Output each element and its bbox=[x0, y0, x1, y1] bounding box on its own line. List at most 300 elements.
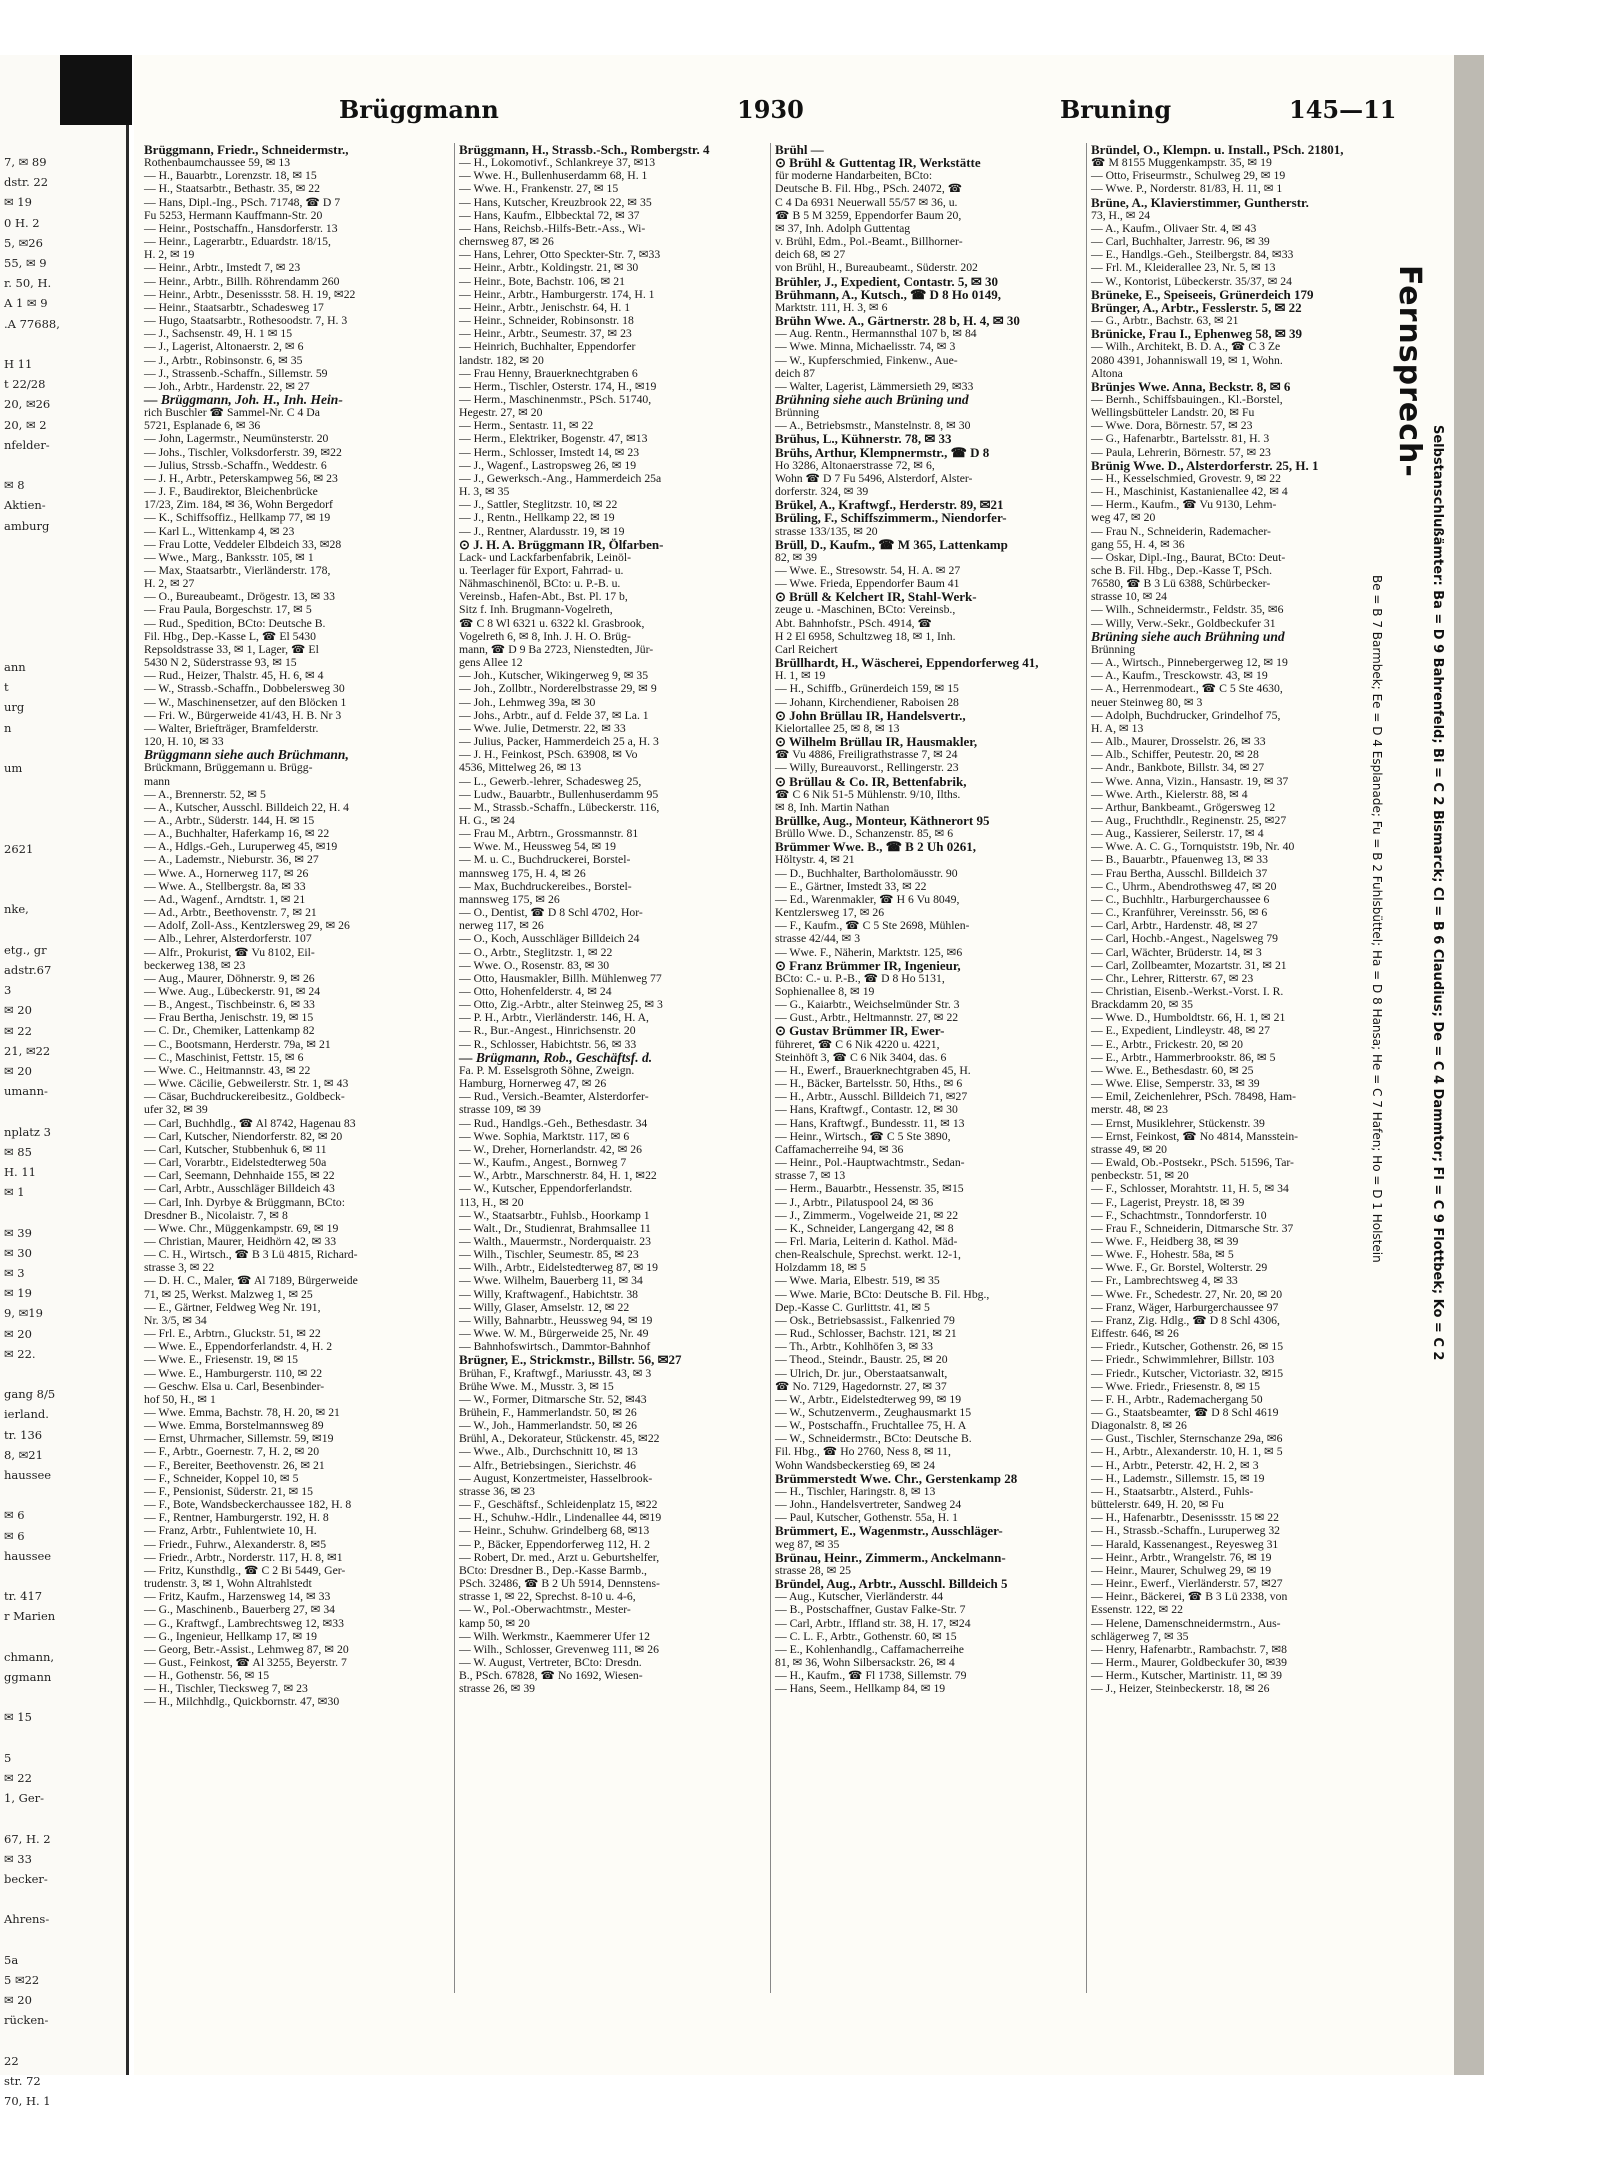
directory-entry: deich 87 bbox=[775, 366, 815, 380]
directory-entry: — D. H. C., Maler, ☎ Al 7189, Bürgerweide bbox=[144, 1274, 358, 1288]
directory-entry: 73, H., ✉ 24 bbox=[1091, 208, 1151, 222]
directory-entry: — Hans, Dipl.-Ing., PSch. 71748, ☎ D 7 bbox=[144, 195, 341, 209]
directory-entry: — W., Kupferschmied, Finkenw., Aue- bbox=[775, 353, 958, 367]
directory-entry: — G., Kraftwgf., Lambrechtsweg 12, ✉33 bbox=[144, 1616, 344, 1630]
previous-page-line: Ahrens- bbox=[4, 1912, 50, 1927]
directory-entry: sche B. Fil. Hbg., Dep.-Kasse T, PSch. bbox=[1091, 564, 1273, 577]
directory-entry: 5721, Esplanade 6, ✉ 36 bbox=[144, 419, 261, 433]
previous-page-line: ✉ 8 bbox=[4, 478, 25, 493]
directory-entry: ⊙ Brüllau & Co. IR, Bettenfabrik, bbox=[775, 773, 967, 789]
directory-entry: — Joh., Kutscher, Wikingerweg 9, ✉ 35 bbox=[459, 669, 649, 683]
directory-entry: ⊙ Brühl & Guttentag IR, Werkstätte bbox=[775, 155, 981, 171]
directory-entry: weg 87, ✉ 35 bbox=[775, 1537, 840, 1551]
directory-entry: — Friedr., Kutscher, Gothenstr. 26, ✉ 15 bbox=[1091, 1340, 1284, 1354]
directory-entry: — Wwe. Emma, Bachstr. 78, H. 20, ✉ 21 bbox=[144, 1406, 340, 1419]
directory-entry: Brüggmann, H., Strassb.-Sch., Rombergstr. 4 bbox=[459, 142, 710, 157]
directory-entry: — W., Postschaffn., Fruchtallee 75, H. A bbox=[775, 1419, 967, 1433]
header-year: 1930 bbox=[737, 95, 804, 124]
directory-entry: nerweg 117, ✉ 26 bbox=[459, 919, 544, 933]
directory-entry: — M. u. C., Buchdruckerei, Borstel- bbox=[459, 853, 631, 867]
directory-entry: — W., Kaufm., Angest., Bornweg 7 bbox=[459, 1156, 627, 1170]
directory-entry: — Wwe. Friedr., Friesenstr. 8, ✉ 15 bbox=[1091, 1379, 1260, 1393]
previous-page-line: nplatz 3 bbox=[4, 1124, 51, 1139]
previous-page-strip bbox=[0, 55, 129, 2109]
directory-entry: strasse 10, ✉ 24 bbox=[1091, 590, 1168, 604]
directory-entry: — Otto, Hohenfelderstr. 4, ✉ 24 bbox=[459, 985, 612, 998]
directory-entry: Fil. Hbg., ☎ Ho 2760, Ness 8, ✉ 11, bbox=[775, 1445, 951, 1459]
directory-entry: — H., Schiffb., Grünerdeich 159, ✉ 15 bbox=[775, 682, 959, 696]
directory-entry: — H., Arbtr., Ausschl. Billdeich 71, ✉27 bbox=[775, 1090, 968, 1104]
directory-entry: — Wwe. F., Hohestr. 58a, ✉ 5 bbox=[1091, 1248, 1234, 1262]
directory-entry: — F., Schneider, Koppel 10, ✉ 5 bbox=[144, 1471, 299, 1485]
directory-entry: Brühein, F., Hammerlandstr. 50, ✉ 26 bbox=[459, 1406, 637, 1419]
directory-entry: — Hans, Seem., Hellkamp 84, ✉ 19 bbox=[775, 1682, 946, 1696]
directory-entry: Sitz f. Inh. Brugmann-Vogelreth, bbox=[459, 603, 613, 617]
directory-entry: ✉ 8, Inh. Martin Nathan bbox=[775, 800, 890, 814]
directory-entry: — Wwe., Alb., Durchschnitt 10, ✉ 13 bbox=[459, 1445, 638, 1459]
directory-entry: Nähmaschinenöl, BCto: u. P.-B. u. bbox=[459, 577, 621, 591]
directory-entry: — Cäsar, Buchdruckereibesitz., Goldbeck- bbox=[144, 1090, 345, 1104]
directory-entry: — E., Arbtr., Frickestr. 20, ✉ 20 bbox=[1091, 1037, 1243, 1051]
previous-page-line: rücken- bbox=[4, 2013, 49, 2028]
previous-page-line: ✉ 19 bbox=[4, 1286, 32, 1301]
directory-entry: — Herm., Elektriker, Bogenstr. 47, ✉13 bbox=[459, 432, 648, 446]
previous-page-line: becker- bbox=[4, 1872, 48, 1886]
directory-entry: — Wwe. Maria, Elbestr. 519, ✉ 35 bbox=[775, 1274, 940, 1288]
directory-entry: — Franz, Arbtr., Fuhlentwiete 10, H. bbox=[144, 1524, 317, 1538]
directory-entry: — Rud., Versich.-Beamter, Alsterdorfer- bbox=[459, 1090, 649, 1104]
directory-entry: — Bahnhofswirtsch., Dammtor-Bahnhof bbox=[459, 1340, 651, 1354]
directory-entry: Brünau, Heinr., Zimmerm., Anckelmann- bbox=[775, 1549, 1006, 1565]
directory-entry: Brühan, F., Kraftwgf., Mariusstr. 43, ✉ 3 bbox=[459, 1366, 652, 1380]
directory-entry: — Frau Henny, Brauerknechtgraben 6 bbox=[459, 366, 638, 380]
directory-entry: 120, H. 10, ✉ 33 bbox=[144, 735, 224, 749]
previous-page-line: 8, ✉21 bbox=[4, 1447, 43, 1462]
directory-entry: — L., Gewerb.-lehrer, Schadesweg 25, bbox=[459, 774, 642, 788]
directory-entry: — John., Handelsvertreter, Sandweg 24 bbox=[775, 1498, 962, 1512]
scan-right-margin bbox=[1454, 55, 1484, 2075]
directory-entry: — Willy, Bureauvorst., Rellingerstr. 23 bbox=[775, 761, 959, 775]
directory-entry: — Carl, Arbtr., Ausschläger Billdeich 43 bbox=[144, 1182, 335, 1196]
directory-entry: — Heinr., Arbtr., Wrangelstr. 76, ✉ 19 bbox=[1091, 1550, 1272, 1564]
directory-entry: ⊙ John Brüllau IR, Handelsvertr., bbox=[775, 707, 966, 723]
directory-entry: chen-Realschule, Sprechst. werkt. 12-1, bbox=[775, 1248, 961, 1262]
directory-entry: — J., Wagenf., Lastropsweg 26, ✉ 19 bbox=[459, 458, 637, 472]
directory-entry: — Heinr., Arbtr., Hamburgerstr. 174, H. 1 bbox=[459, 287, 655, 301]
directory-entry: ☎ B 5 M 3259, Eppendorfer Baum 20, bbox=[775, 208, 962, 222]
directory-entry: — A., Betriebsmstr., Manstelnstr. 8, ✉ 30 bbox=[775, 419, 971, 433]
directory-entry: — W., Arbtr., Marschnerstr. 84, H. 1, ✉22 bbox=[459, 1169, 657, 1183]
directory-entry: — Wilh., Schlosser, Grevenweg 111, ✉ 26 bbox=[459, 1642, 659, 1656]
directory-entry: strasse 109, ✉ 39 bbox=[459, 1103, 541, 1117]
previous-page-line: 70, H. 1 bbox=[4, 2094, 51, 2109]
directory-entry: Brünning bbox=[1091, 642, 1136, 656]
directory-entry: 76580, ☎ B 3 Lü 6388, Schürbecker- bbox=[1091, 577, 1271, 591]
directory-entry: Brühl, A., Dekorateur, Stückenstr. 45, ✉22 bbox=[459, 1432, 660, 1446]
directory-entry: — Brüggmann, Joh. H., Inh. Hein- bbox=[144, 391, 343, 407]
directory-entry: H. 2, ✉ 27 bbox=[144, 577, 195, 591]
previous-page-line: A 1 ✉ 9 bbox=[4, 296, 48, 311]
previous-page-line: ✉ 39 bbox=[4, 1225, 32, 1240]
previous-page-line: haussee bbox=[4, 1468, 52, 1482]
directory-entry: — Heinr., Arbtr., Billh. Röhrendamm 260 bbox=[144, 274, 340, 288]
directory-entry: strasse 28, ✉ 25 bbox=[775, 1563, 852, 1577]
directory-entry: — Wwe. Marie, BCto: Deutsche B. Fil. Hbg., bbox=[775, 1287, 990, 1301]
directory-entry: — H., Schuhw.-Hdlr., Lindenallee 44, ✉19 bbox=[459, 1511, 662, 1525]
directory-entry: Kielortallee 25, ✉ 8, ✉ 13 bbox=[775, 721, 900, 735]
directory-entry: — Carl, Buchhalter, Jarrestr. 96, ✉ 39 bbox=[1091, 235, 1270, 249]
directory-entry: — Wwe. Sophia, Marktstr. 117, ✉ 6 bbox=[459, 1129, 630, 1143]
directory-entry: — H., Arbtr., Alexanderstr. 10, H. 1, ✉ 5 bbox=[1091, 1445, 1283, 1459]
directory-entry: — C., Bootsmann, Herderstr. 79a, ✉ 21 bbox=[144, 1037, 331, 1051]
directory-entry: Brühus, L., Kühnerstr. 78, ✉ 33 bbox=[775, 431, 952, 447]
directory-entry: — Wwe. W. M., Bürgerweide 25, Nr. 49 bbox=[459, 1327, 649, 1341]
directory-entry: — Gust., Tischler, Sternschanze 29a, ✉6 bbox=[1091, 1432, 1283, 1446]
directory-entry: Brühs, Arthur, Klempnermstr., ☎ D 8 bbox=[775, 444, 990, 460]
directory-entry: — Frl. M., Kleiderallee 23, Nr. 5, ✉ 13 bbox=[1091, 261, 1276, 275]
directory-entry: — C., Buchhltr., Harburgerchaussee 6 bbox=[1091, 892, 1270, 906]
directory-entry: — Friedr., Schwimmlehrer, Billstr. 103 bbox=[1091, 1353, 1275, 1367]
directory-entry: — Herm., Bauarbtr., Hessenstr. 35, ✉15 bbox=[775, 1182, 964, 1196]
directory-entry: H. 1, ✉ 19 bbox=[775, 669, 826, 683]
previous-page-line: r Marien bbox=[4, 1609, 56, 1624]
directory-entry: — Frau F., Schneiderin, Ditmarsche Str. 37 bbox=[1091, 1221, 1294, 1235]
directory-entry: landstr. 182, ✉ 20 bbox=[459, 353, 544, 367]
directory-entry: — B., Postschaffner, Gustav Falke-Str. 7 bbox=[775, 1603, 966, 1617]
directory-entry: — R., Schlosser, Habichtstr. 56, ✉ 33 bbox=[459, 1037, 637, 1051]
directory-entry: — F., Bote, Wandsbeckerchaussee 182, H. 8 bbox=[144, 1498, 352, 1512]
previous-page-line: 5 ✉22 bbox=[4, 1973, 40, 1987]
directory-entry: trudenstr. 3, ✉ 1, Wohn Altrahlstedt bbox=[144, 1577, 312, 1591]
directory-entry: — A., Wirtsch., Pinnebergerweg 12, ✉ 19 bbox=[1091, 656, 1288, 670]
directory-entry: — G., Hafenarbtr., Bartelsstr. 81, H. 3 bbox=[1091, 432, 1270, 446]
directory-entry: — Wwe. Fr., Schedestr. 27, Nr. 20, ✉ 20 bbox=[1091, 1287, 1283, 1301]
previous-page-line: H. 11 bbox=[4, 1165, 36, 1179]
directory-entry: Brühning siehe auch Brüning und bbox=[775, 391, 969, 407]
directory-entry: Brükel, A., Kraftwgf., Herderstr. 89, ✉21 bbox=[775, 497, 1004, 513]
previous-page-line: adstr.67 bbox=[4, 963, 52, 977]
directory-entry: — H., Lokomotivf., Schlankreye 37, ✉13 bbox=[459, 156, 656, 170]
directory-entry: ☎ No. 7129, Hagedornstr. 27, ✉ 37 bbox=[775, 1379, 947, 1393]
directory-entry: Brüling, F., Schiffszimmerm., Niendorfer- bbox=[775, 510, 1007, 526]
directory-entry: — Frl. E., Arbtrn., Gluckstr. 51, ✉ 22 bbox=[144, 1327, 321, 1341]
directory-entry: 4536, Mittelweg 26, ✉ 13 bbox=[459, 761, 582, 775]
previous-page-line: ✉ 30 bbox=[4, 1245, 32, 1260]
previous-page-line: ierland. bbox=[4, 1407, 49, 1422]
directory-entry: — Wwe. Frieda, Eppendorfer Baum 41 bbox=[775, 577, 960, 591]
directory-entry: Brüning siehe auch Brühning und bbox=[1091, 628, 1285, 644]
directory-entry: — Hans, Lehrer, Otto Speckter-Str. 7, ✉33 bbox=[459, 248, 661, 262]
directory-entry: Dresdner B., Nicolaistr. 7, ✉ 8 bbox=[144, 1208, 288, 1222]
directory-entry: chernsweg 87, ✉ 26 bbox=[459, 235, 554, 249]
directory-entry: — B., Angest., Tischbeinstr. 6, ✉ 33 bbox=[144, 998, 315, 1012]
directory-entry: — H., Strassb.-Schaffn., Luruperweg 32 bbox=[1091, 1524, 1281, 1538]
directory-entry: merstr. 48, ✉ 23 bbox=[1091, 1103, 1168, 1117]
directory-entry: mann, ☎ D 9 Ba 2723, Nienstedten, Jür- bbox=[459, 642, 654, 656]
directory-entry: — Helene, Damenschneidermstrn., Aus- bbox=[1091, 1616, 1281, 1630]
directory-entry: — E., Arbtr., Hammerbrookstr. 86, ✉ 5 bbox=[1091, 1050, 1276, 1064]
directory-entry: — H., Lademstr., Sillemstr. 15, ✉ 19 bbox=[1091, 1471, 1265, 1485]
directory-entry: — Heinr., Bäckerei, ☎ B 3 Lü 2338, von bbox=[1091, 1590, 1288, 1604]
directory-entry: — Alfr., Prokurist, ☎ Vu 8102, Eil- bbox=[144, 945, 315, 959]
directory-entry: Dep.-Kasse C. Gurlittstr. 41, ✉ 5 bbox=[775, 1300, 930, 1314]
directory-page bbox=[134, 55, 1454, 2075]
directory-entry: — Bernh., Schiffsbauingen., Kl.-Borstel, bbox=[1091, 392, 1283, 406]
previous-page-line: nfelder- bbox=[4, 437, 50, 452]
directory-entry: — Aug. Rentn., Hermannsthal 107 b, ✉ 84 bbox=[775, 327, 977, 341]
directory-entry: — G., Kaiarbtr., Weichselmünder Str. 3 bbox=[775, 998, 960, 1012]
directory-entry: — Walter, Briefträger, Bramfelderstr. bbox=[144, 721, 319, 735]
directory-entry: — Ad., Wagenf., Arndtstr. 1, ✉ 21 bbox=[144, 892, 306, 906]
previous-page-line: 3 bbox=[4, 983, 12, 998]
column-2 bbox=[459, 143, 766, 1993]
directory-entry: — H., Tischler, Tiecksweg 7, ✉ 23 bbox=[144, 1682, 308, 1696]
directory-entry: 17/23, Zim. 184, ✉ 36, Wohn Bergedorf bbox=[144, 498, 333, 512]
previous-page-line: tr. 417 bbox=[4, 1589, 43, 1604]
directory-entry: — Johs., Arbtr., auf d. Felde 37, ✉ La. 1 bbox=[459, 708, 649, 722]
directory-entry: ☎ C 8 Wl 6321 u. 6322 kl. Grasbrook, bbox=[459, 616, 645, 630]
directory-entry: — Ed., Warenmakler, ☎ H 6 Vu 8049, bbox=[775, 892, 960, 906]
directory-entry: — Osk., Betriebsassist., Falkenried 79 bbox=[775, 1313, 955, 1327]
directory-entry: u. Teerlager für Export, Fahrrad- u. bbox=[459, 564, 624, 577]
directory-entry: — C., Kranführer, Vereinsstr. 56, ✉ 6 bbox=[1091, 906, 1268, 920]
previous-page-line: ✉ 20 bbox=[4, 1064, 32, 1078]
directory-entry: — J., Strassenb.-Schaffn., Sillemstr. 59 bbox=[144, 366, 328, 380]
directory-entry: — Wwe. Elise, Semperstr. 33, ✉ 39 bbox=[1091, 1077, 1260, 1091]
directory-entry: Sophienallee 8, ✉ 19 bbox=[775, 985, 875, 998]
directory-entry: — Carl, Vorarbtr., Eidelstedterweg 50a bbox=[144, 1156, 327, 1170]
directory-entry: — Willy, Bahnarbtr., Heussweg 94, ✉ 19 bbox=[459, 1313, 653, 1327]
directory-entry: 2080 4391, Johanniswall 19, ✉ 1, Wohn. bbox=[1091, 353, 1283, 367]
directory-entry: — C. L. F., Arbtr., Gothenstr. 60, ✉ 15 bbox=[775, 1629, 957, 1643]
directory-entry: v. Brühl, Edm., Pol.-Beamt., Billhorner- bbox=[775, 235, 963, 249]
directory-entry: — Heinr., Arbtr., Jenischstr. 64, H. 1 bbox=[459, 300, 631, 314]
directory-entry: — W., Arbtr., Eidelstedterweg 99, ✉ 19 bbox=[775, 1392, 962, 1406]
directory-entry: — A., Herrenmodeart., ☎ C 5 Ste 4630, bbox=[1091, 682, 1283, 696]
directory-entry: — Heinr., Schneider, Robinsonstr. 18 bbox=[459, 314, 634, 328]
directory-entry: — Willy, Verw.-Sekr., Goldbeckufer 31 bbox=[1091, 616, 1276, 630]
directory-entry: — A., Brennerstr. 52, ✉ 5 bbox=[144, 787, 266, 801]
directory-entry: — H., Kesselschmied, Grovestr. 9, ✉ 22 bbox=[1091, 471, 1281, 485]
directory-entry: — G., Ingenieur, Hellkamp 17, ✉ 19 bbox=[144, 1629, 317, 1643]
directory-entry: Vereinsb., Hafen-Abt., Bst. Pl. 17 b, bbox=[459, 590, 628, 604]
directory-entry: — A., Kutscher, Ausschl. Billdeich 22, H. 4 bbox=[144, 800, 350, 814]
previous-page-line: ✉ 20 bbox=[4, 1993, 32, 2008]
directory-entry: — Rud., Handlgs.-Geh., Bethesdastr. 34 bbox=[459, 1116, 648, 1130]
directory-entry: — Max, Buchdruckereibes., Borstel- bbox=[459, 879, 632, 893]
previous-page-line: urg bbox=[4, 700, 25, 715]
directory-entry: — W., Staatsarbtr., Fuhlsb., Hoorkamp 1 bbox=[459, 1208, 650, 1222]
directory-entry: — K., Schneider, Langergang 42, ✉ 8 bbox=[775, 1221, 954, 1235]
directory-entry: — August, Konzertmeister, Hasselbrook- bbox=[459, 1471, 653, 1485]
directory-entry: — Wwe. Julie, Detmerstr. 22, ✉ 33 bbox=[459, 721, 626, 735]
directory-entry: Holzdamm 18, ✉ 5 bbox=[775, 1261, 866, 1275]
directory-entry: — Ad., Arbtr., Beethovenstr. 7, ✉ 21 bbox=[144, 906, 317, 920]
side-legend-line-2: Be = B 7 Barmbek; Ee = D 4 Esplanade; Fu = B 2 Fuhlsbüttel; Ha = D 8 Hansa; He = C 7 Hafen; Ho = D 1 Holstein bbox=[1370, 575, 1384, 1263]
directory-entry: — Walth., Mauermstr., Norderquaistr. 23 bbox=[459, 1234, 651, 1248]
directory-entry: — H., Arbtr., Peterstr. 42, H. 2, ✉ 3 bbox=[1091, 1458, 1259, 1472]
directory-entry: — O., Dentist, ☎ D 8 Schl 4702, Hor- bbox=[459, 906, 643, 920]
directory-entry: — H., Bauarbtr., Lorenzstr. 18, ✉ 15 bbox=[144, 169, 317, 183]
directory-entry: — Carl, Kutscher, Stubbenhuk 6, ✉ 11 bbox=[144, 1142, 327, 1156]
directory-entry: 71, ✉ 25, Werkst. Malzweg 1, ✉ 25 bbox=[144, 1287, 313, 1301]
directory-entry: — Wwe. Emma, Borstelmannsweg 89 bbox=[144, 1419, 324, 1433]
directory-entry: strasse 26, ✉ 39 bbox=[459, 1682, 536, 1696]
directory-entry: mann bbox=[144, 774, 170, 788]
directory-entry: Ho 3286, Altonaerstrasse 72, ✉ 6, bbox=[775, 458, 935, 472]
directory-entry: neuer Steinweg 80, ✉ 3 bbox=[1091, 695, 1203, 709]
directory-entry: Fu 5253, Hermann Kauffmann-Str. 20 bbox=[144, 208, 323, 222]
previous-page-line: 5 bbox=[4, 1750, 12, 1765]
directory-entry: — O., Koch, Ausschläger Billdeich 24 bbox=[459, 932, 640, 946]
directory-entry: — Heinr., Wirtsch., ☎ C 5 Ste 3890, bbox=[775, 1129, 951, 1143]
directory-entry: — J., Heizer, Steinbeckerstr. 18, ✉ 26 bbox=[1091, 1682, 1270, 1696]
directory-entry: Deutsche B. Fil. Hbg., PSch. 24072, ☎ bbox=[775, 182, 963, 196]
directory-entry: Brüllo Wwe. D., Schanzenstr. 85, ✉ 6 bbox=[775, 827, 954, 841]
directory-entry: — J., Arbtr., Robinsonstr. 6, ✉ 35 bbox=[144, 353, 303, 367]
directory-entry: — F., Arbtr., Goernestr. 7, H. 2, ✉ 20 bbox=[144, 1445, 320, 1459]
directory-entry: — A., Buchhalter, Haferkamp 16, ✉ 22 bbox=[144, 827, 330, 841]
previous-page-line: str. 72 bbox=[4, 2074, 41, 2088]
previous-page-line: 9, ✉19 bbox=[4, 1306, 43, 1321]
directory-entry: Brüne, A., Klavierstimmer, Guntherstr. bbox=[1091, 194, 1309, 210]
directory-entry: — Wwe. E., Stresowstr. 54, H. A. ✉ 27 bbox=[775, 564, 961, 577]
previous-page-line: 20, ✉26 bbox=[4, 397, 51, 412]
directory-entry: Abt. Bahnhofstr., PSch. 4914, ☎ bbox=[775, 616, 933, 630]
previous-page-line: chmann, bbox=[4, 1649, 55, 1664]
directory-entry: Vogelreth 6, ✉ 8, Inh. J. H. O. Brüg- bbox=[459, 629, 631, 643]
directory-entry: Brackdamm 20, ✉ 35 bbox=[1091, 998, 1193, 1012]
directory-entry: — Herm., Kutscher, Martinistr. 11, ✉ 39 bbox=[1091, 1669, 1282, 1683]
directory-entry: — Alb., Maurer, Drosselstr. 26, ✉ 33 bbox=[1091, 735, 1266, 749]
directory-entry: — Frau Lotte, Veddeler Elbdeich 33, ✉28 bbox=[144, 537, 342, 551]
directory-entry: Brümmer Wwe. B., ☎ B 2 Uh 0261, bbox=[775, 839, 976, 855]
directory-entry: — Wwe. F., Heidberg 38, ✉ 39 bbox=[1091, 1234, 1239, 1248]
directory-entry: Wohn Wandsbeckerstieg 69, ✉ 24 bbox=[775, 1458, 935, 1472]
directory-entry: ufer 32, ✉ 39 bbox=[144, 1103, 208, 1117]
directory-entry: — Heinr., Schuhw. Grindelberg 68, ✉13 bbox=[459, 1524, 650, 1538]
directory-entry: — Heinr., Pol.-Hauptwachtmstr., Sedan- bbox=[775, 1156, 965, 1170]
directory-entry: Brüggmann, Friedr., Schneidermstr., bbox=[144, 142, 349, 157]
header-page-number: 145—11 bbox=[1289, 95, 1397, 124]
directory-entry: — Frau Bertha, Jenischstr. 19, ✉ 15 bbox=[144, 1011, 314, 1025]
directory-entry: Wohn ☎ D 7 Fu 5496, Alsterdorf, Alster- bbox=[775, 471, 973, 485]
directory-entry: — H., Staatsarbtr., Alsterd., Fuhls- bbox=[1091, 1484, 1254, 1498]
directory-entry: — Hans, Kutscher, Kreuzbrook 22, ✉ 35 bbox=[459, 195, 652, 209]
directory-entry: — Rud., Heizer, Thalstr. 45, H. 6, ✉ 4 bbox=[144, 669, 324, 683]
directory-entry: — Wwe. P., Norderstr. 81/83, H. 11, ✉ 1 bbox=[1091, 182, 1283, 196]
directory-entry: deich 68, ✉ 27 bbox=[775, 248, 846, 262]
column-4 bbox=[1091, 143, 1398, 1993]
directory-entry: — Carl, Hochb.-Angest., Nagelsweg 79 bbox=[1091, 932, 1278, 946]
directory-entry: Hegestr. 27, ✉ 20 bbox=[459, 406, 543, 420]
directory-entry: — J., Zimmerm., Vogelweide 21, ✉ 22 bbox=[775, 1208, 959, 1222]
directory-entry: — Hans, Kraftwgf., Contastr. 12, ✉ 30 bbox=[775, 1103, 958, 1117]
directory-entry: — A., Lademstr., Nieburstr. 36, ✉ 27 bbox=[144, 853, 319, 867]
directory-entry: — Adolf, Zoll-Ass., Kentzlersweg 29, ✉ 26 bbox=[144, 919, 350, 933]
directory-entry: Brünig Wwe. D., Alsterdorferstr. 25, H. 1 bbox=[1091, 457, 1319, 473]
previous-page-line: H 11 bbox=[4, 357, 33, 371]
previous-page-line: amburg bbox=[4, 518, 50, 533]
directory-entry: — Frau N., Schneiderin, Rademacher- bbox=[1091, 524, 1271, 538]
directory-entry: — Paula, Lehrerin, Börnestr. 57, ✉ 23 bbox=[1091, 445, 1271, 459]
previous-page-line: t bbox=[4, 680, 9, 695]
directory-entry: — F., Schlosser, Morahtstr. 11, H. 5, ✉ 34 bbox=[1091, 1182, 1289, 1196]
previous-page-line: ✉ 3 bbox=[4, 1266, 25, 1280]
directory-entry: — H., Ewerf., Brauerknechtgraben 45, H. bbox=[775, 1063, 971, 1077]
directory-entry: — Friedr., Kutscher, Victoriastr. 32, ✉15 bbox=[1091, 1366, 1284, 1380]
directory-entry: ☎ Vu 4886, Freiligrathstrasse 7, ✉ 24 bbox=[775, 748, 958, 762]
previous-page-line: 2621 bbox=[4, 841, 34, 856]
directory-entry: — Heinr., Ewerf., Vierländerstr. 57, ✉27 bbox=[1091, 1577, 1283, 1591]
directory-entry: — J. H., Arbtr., Peterskampweg 56, ✉ 23 bbox=[144, 471, 338, 485]
directory-entry: — Wwe. Chr., Müggenkampstr. 69, ✉ 19 bbox=[144, 1221, 339, 1235]
directory-entry: — Ewald, Ob.-Postsekr., PSch. 51596, Tar- bbox=[1091, 1156, 1294, 1170]
directory-entry: — A., Hdlgs.-Geh., Luruperweg 45, ✉19 bbox=[144, 840, 338, 854]
previous-page-line: ✉ 20 bbox=[4, 1326, 32, 1341]
directory-entry: — J. F., Baudirektor, Bleichenbrücke bbox=[144, 485, 318, 499]
directory-entry: — E., Expedient, Lindleystr. 48, ✉ 27 bbox=[1091, 1024, 1270, 1038]
directory-entry: Brüneke, E., Speiseeis, Grünerdeich 179 bbox=[1091, 286, 1314, 302]
directory-entry: C 4 Da 6931 Neuerwall 55/57 ✉ 36, u. bbox=[775, 195, 958, 209]
previous-page-line: ✉ 22. bbox=[4, 1346, 36, 1361]
previous-page-line: umann- bbox=[4, 1084, 48, 1099]
previous-page-line: ✉ 1 bbox=[4, 1185, 25, 1200]
directory-entry: 82, ✉ 39 bbox=[775, 550, 817, 564]
directory-entry: — W., Former, Ditmarsche Str. 52, ✉43 bbox=[459, 1392, 647, 1406]
directory-entry: — Wwe. Wilhelm, Bauerberg 11, ✉ 34 bbox=[459, 1274, 643, 1288]
directory-entry: — Wilh., Tischler, Seumestr. 85, ✉ 23 bbox=[459, 1248, 639, 1262]
previous-page-line: ✉ 22 bbox=[4, 1771, 32, 1785]
directory-entry: — Hans, Kaufm., Elbbecktal 72, ✉ 37 bbox=[459, 208, 640, 222]
directory-entry: — G., Maschinenb., Bauerberg 27, ✉ 34 bbox=[144, 1603, 336, 1617]
directory-entry: — Ernst, Feinkost, ☎ No 4814, Mansstein- bbox=[1091, 1129, 1299, 1143]
directory-entry: — W., Pol.-Oberwachtmstr., Mester- bbox=[459, 1603, 631, 1617]
directory-entry: 5430 N 2, Süderstrasse 93, ✉ 15 bbox=[144, 656, 297, 670]
directory-entry: — Heinr., Maurer, Schulweg 29, ✉ 19 bbox=[1091, 1563, 1272, 1577]
directory-entry: — Fritz, Kaufm., Harzensweg 14, ✉ 33 bbox=[144, 1590, 331, 1604]
directory-entry: — O., Arbtr., Steglitzstr. 1, ✉ 22 bbox=[459, 945, 613, 959]
header-left-name: Brüggmann bbox=[339, 95, 499, 124]
directory-entry: — Brügmann, Rob., Geschäftsf. d. bbox=[459, 1049, 653, 1065]
directory-entry: — Wwe. Minna, Michaelisstr. 74, ✉ 3 bbox=[775, 340, 956, 354]
column-divider bbox=[454, 143, 455, 1993]
directory-entry: — Herm., Schlosser, Imstedt 14, ✉ 23 bbox=[459, 445, 640, 459]
directory-entry: — C., Maschinist, Fettstr. 15, ✉ 6 bbox=[144, 1050, 304, 1064]
directory-entry: — Franz, Zig. Hdlg., ☎ D 8 Schl 4306, bbox=[1091, 1313, 1280, 1327]
directory-entry: Brühn Wwe. A., Gärtnerstr. 28 b, H. 4, ✉ 30 bbox=[775, 313, 1020, 329]
directory-entry: — Johs., Tischler, Volksdorferstr. 39, ✉22 bbox=[144, 445, 342, 459]
previous-page-line: r. 50, H. bbox=[4, 276, 52, 291]
directory-entry: — Wwe. Anna, Vizin., Hansastr. 19, ✉ 37 bbox=[1091, 774, 1289, 788]
previous-page-line: ✉ 85 bbox=[4, 1144, 32, 1159]
previous-page-line: haussee bbox=[4, 1548, 52, 1563]
previous-page-line: ✉ 6 bbox=[4, 1528, 25, 1543]
directory-entry: — Harald, Kassenangest., Reyesweg 31 bbox=[1091, 1537, 1279, 1551]
directory-entry: — Walter, Lagerist, Lämmersieth 29, ✉33 bbox=[775, 379, 974, 393]
directory-entry: — F., Bereiter, Beethovenstr. 26, ✉ 21 bbox=[144, 1458, 325, 1472]
directory-entry: — Frau Paula, Borgeschstr. 17, ✉ 5 bbox=[144, 603, 312, 617]
directory-entry: ⊙ Wilhelm Brüllau IR, Hausmakler, bbox=[775, 734, 978, 750]
previous-page-line: tr. 136 bbox=[4, 1427, 43, 1442]
directory-entry: — H., Kaufm., ☎ Fl 1738, Sillemstr. 79 bbox=[775, 1669, 967, 1683]
directory-entry: — H., Maschinist, Kastanienallee 42, ✉ 4 bbox=[1091, 485, 1288, 499]
directory-entry: — F. H., Arbtr., Rademachergang 50 bbox=[1091, 1392, 1263, 1406]
directory-entry: — Hans, Kraftwgf., Bundesstr. 11, ✉ 13 bbox=[775, 1116, 965, 1130]
directory-entry: — W., Schneidermstr., BCto: Deutsche B. bbox=[775, 1432, 972, 1446]
directory-entry: — A., Arbtr., Süderstr. 144, H. ✉ 15 bbox=[144, 813, 315, 827]
directory-entry: Caffamacherreihe 94, ✉ 36 bbox=[775, 1142, 904, 1156]
